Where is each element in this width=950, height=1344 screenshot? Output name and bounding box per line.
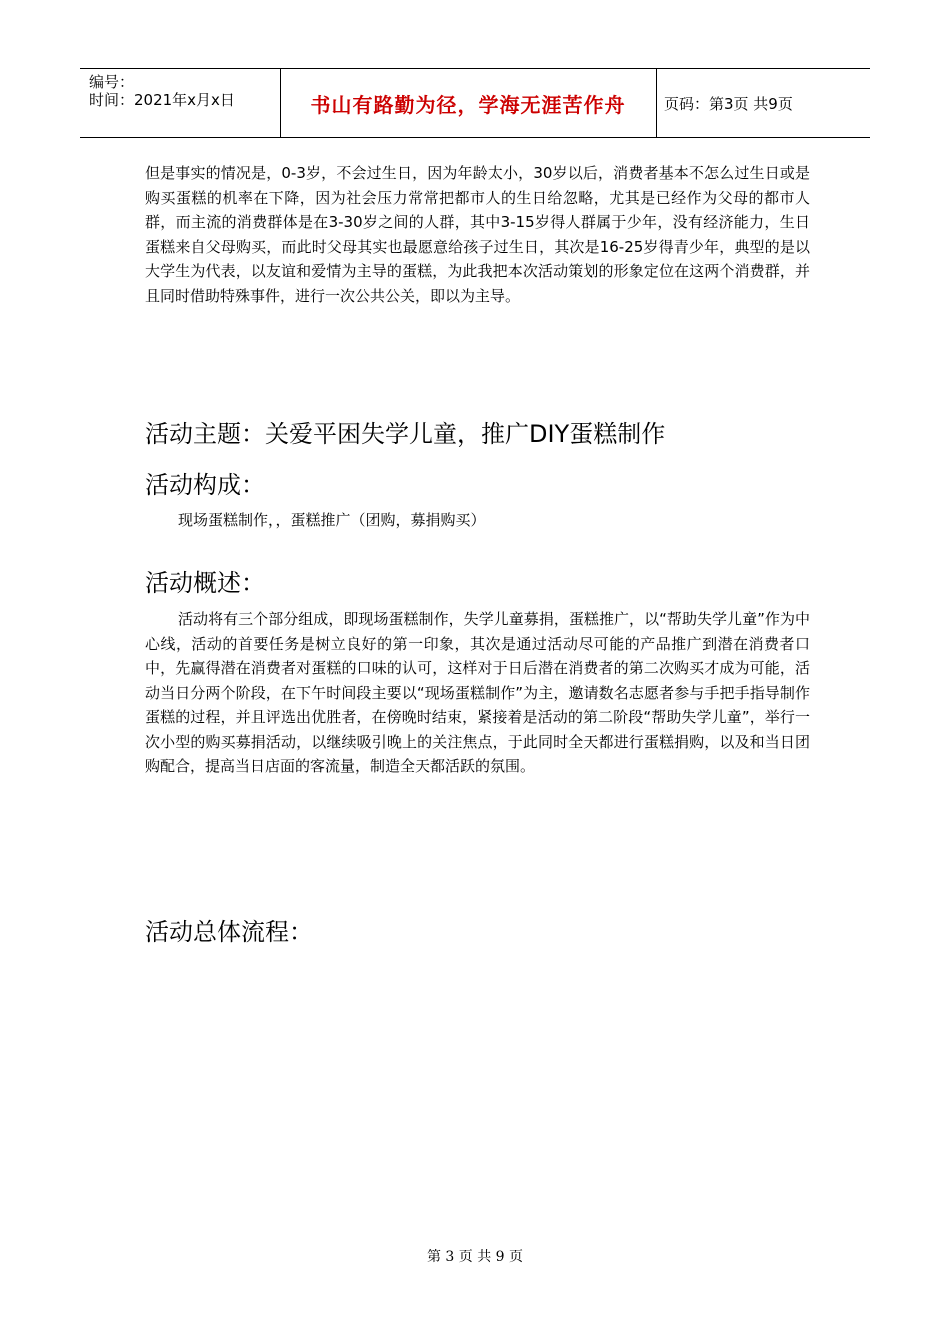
header-meta-cell (80, 69, 281, 137)
motto: 书山有路勤为径，学海无涯苦作舟 (310, 92, 626, 117)
process-heading: 活动总体流程： (145, 918, 313, 946)
theme-heading: 活动主题：关爱平困失学儿童，推广DIY蛋糕制作 (145, 420, 666, 448)
intro-paragraph: 但是事实的情况是，0-3岁，不会过生日，因为年龄太小，30岁以后，消费者基本不怎么过生日或是购买蛋糕的机率在下降，因为社会压力常常把都市人的生日给忽略，尤其是已经作为父母的都市人群，而主流的消费群体是在3-30岁之间的人群，其中3-15岁得人群属于少年，没有经济能力，生日蛋糕来自父母购买，而此时父母其实也最愿意给孩子过生日，其次是16-25岁得青少年，典型的是以大学生为代表，以友谊和爱情为主导的蛋糕，为此我把本次活动策划的形象定位在这两个消费群，并且同时借助特殊事件，进行一次公共公关，即以为主导。 (145, 164, 810, 305)
header-page-cell (664, 69, 793, 137)
page-header (80, 68, 870, 138)
date-label: 时间：2021年x月x日 (89, 91, 235, 109)
overview-heading: 活动概述： (145, 569, 265, 597)
overview-paragraph: 活动将有三个部分组成，即现场蛋糕制作，失学儿童募捐，蛋糕推广，以“帮助失学儿童”作为中心线，活动的首要任务是树立良好的第一印象，其次是通过活动尽可能的产品推广到潜在消费者口中，先赢得潜在消费者对蛋糕的口味的认可，这样对于日后潜在消费者的第二次购买才成为可能，活动当日分两个阶段，在下午时间段主要以“现场蛋糕制作”为主，邀请数名志愿者参与手把手指导制作蛋糕的过程，并且评选出优胜者，在傍晚时结束，紧接着是活动的第二阶段“帮助失学儿童”，举行一次小型的购买募捐活动，以继续吸引晚上的关注焦点，于此同时全天都进行蛋糕捐购，以及和当日团购配合，提高当日店面的客流量，制造全天都活跃的氛围。 (145, 610, 810, 775)
page-footer (0, 1246, 950, 1266)
composition-text: 现场蛋糕制作，，蛋糕推广（团购，募捐购买） (178, 511, 486, 529)
footer-page-number: 第 3 页 共 9 页 (426, 1249, 524, 1265)
header-page-label: 页码：第3页 共9页 (664, 94, 793, 113)
composition-heading: 活动构成： (145, 471, 265, 499)
serial-number-label: 编号： (89, 73, 135, 91)
header-motto-cell (280, 69, 657, 137)
